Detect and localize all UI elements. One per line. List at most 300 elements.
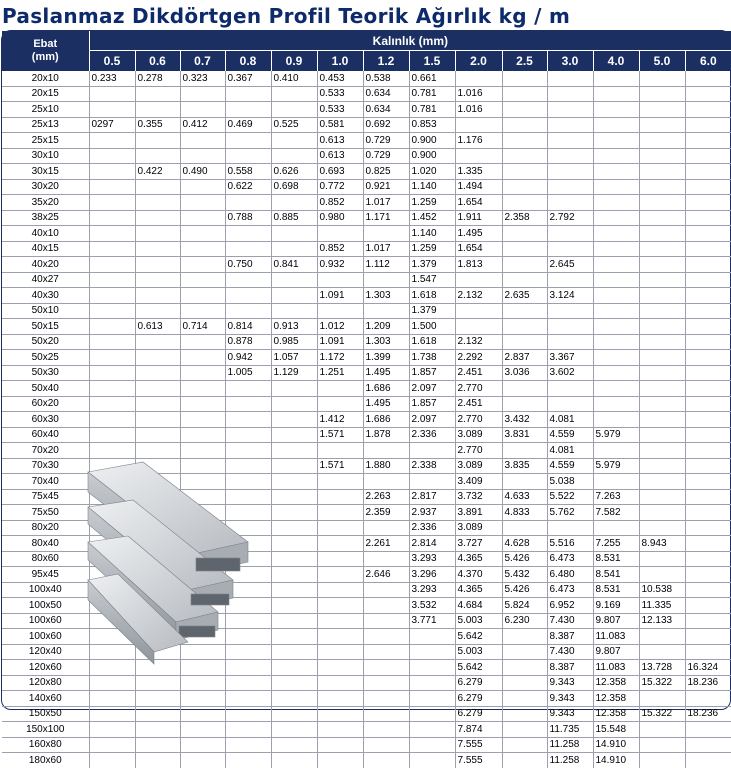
weight-cell (455, 148, 502, 164)
size-cell: 25x13 (2, 117, 89, 133)
table-row (2, 164, 731, 180)
weight-cell: 0.558 (225, 164, 271, 180)
weight-cell (685, 753, 731, 768)
weight-cell (180, 195, 225, 211)
weight-cell (502, 71, 547, 86)
weight-cell: 2.792 (547, 210, 593, 226)
weight-cell (317, 303, 363, 319)
weight-cell: 4.365 (455, 582, 502, 598)
weight-cell (225, 226, 271, 242)
weight-cell (639, 117, 685, 133)
size-cell: 100x40 (2, 582, 89, 598)
weight-cell: 0.533 (317, 102, 363, 118)
weight-cell (180, 365, 225, 381)
weight-cell (685, 334, 731, 350)
weight-cell (409, 660, 455, 676)
weight-cell (317, 381, 363, 397)
weight-cell (271, 412, 317, 428)
weight-cell (180, 412, 225, 428)
weight-cell (685, 582, 731, 598)
weight-cell (593, 381, 639, 397)
weight-cell (547, 148, 593, 164)
weight-cell (89, 86, 135, 102)
weight-cell (502, 195, 547, 211)
weight-cell: 0.852 (317, 195, 363, 211)
weight-cell (89, 257, 135, 273)
weight-cell: 8.531 (593, 582, 639, 598)
weight-cell: 0.772 (317, 179, 363, 195)
weight-cell (271, 443, 317, 459)
weight-cell (225, 396, 271, 412)
weight-cell (271, 505, 317, 521)
weight-cell (271, 536, 317, 552)
weight-cell: 5.038 (547, 474, 593, 490)
weight-cell (89, 133, 135, 149)
weight-cell: 1.500 (409, 319, 455, 335)
weight-cell: 5.003 (455, 613, 502, 629)
weight-cell: 5.979 (593, 427, 639, 443)
weight-cell (180, 722, 225, 738)
table-row (2, 737, 731, 753)
weight-cell (685, 691, 731, 707)
weight-cell (547, 71, 593, 86)
weight-cell (593, 443, 639, 459)
weight-cell: 7.874 (455, 722, 502, 738)
table-row (2, 117, 731, 133)
weight-cell (180, 334, 225, 350)
weight-cell (317, 505, 363, 521)
weight-cell (593, 474, 639, 490)
weight-cell: 1.171 (363, 210, 409, 226)
weight-cell (225, 753, 271, 768)
weight-cell: 0.693 (317, 164, 363, 180)
weight-cell (89, 241, 135, 257)
weight-cell (685, 71, 731, 86)
size-cell: 120x80 (2, 675, 89, 691)
weight-cell (593, 71, 639, 86)
weight-cell (593, 303, 639, 319)
weight-cell (180, 133, 225, 149)
table-row (2, 319, 731, 335)
weight-cell (502, 381, 547, 397)
weight-cell: 1.176 (455, 133, 502, 149)
weight-cell: 0.781 (409, 86, 455, 102)
weight-cell (317, 582, 363, 598)
table-row (2, 226, 731, 242)
weight-cell: 3.293 (409, 551, 455, 567)
weight-cell (271, 474, 317, 490)
weight-cell: 2.646 (363, 567, 409, 583)
weight-cell (89, 722, 135, 738)
weight-cell (135, 241, 180, 257)
weight-cell (89, 102, 135, 118)
weight-cell: 1.303 (363, 334, 409, 350)
weight-cell (180, 272, 225, 288)
weight-cell (89, 691, 135, 707)
weight-cell: 0.942 (225, 350, 271, 366)
weight-cell (180, 226, 225, 242)
weight-cell (685, 102, 731, 118)
weight-cell (639, 443, 685, 459)
weight-cell: 1.412 (317, 412, 363, 428)
thickness-col-header: 5.0 (639, 51, 685, 72)
weight-cell: 9.343 (547, 675, 593, 691)
weight-cell: 2.336 (409, 427, 455, 443)
weight-cell: 8.387 (547, 629, 593, 645)
weight-cell: 0.533 (317, 86, 363, 102)
size-header-unit: (mm) (31, 51, 59, 63)
weight-cell: 5.762 (547, 505, 593, 521)
weight-cell: 7.430 (547, 644, 593, 660)
weight-cell: 6.480 (547, 567, 593, 583)
weight-cell: 5.003 (455, 644, 502, 660)
weight-cell (225, 133, 271, 149)
weight-cell (639, 226, 685, 242)
weight-cell (409, 675, 455, 691)
weight-cell: 1.618 (409, 288, 455, 304)
weight-cell (271, 195, 317, 211)
weight-cell (685, 319, 731, 335)
weight-cell: 2.263 (363, 489, 409, 505)
weight-cell: 0.626 (271, 164, 317, 180)
weight-cell (135, 133, 180, 149)
weight-cell: 12.133 (639, 613, 685, 629)
size-cell: 40x10 (2, 226, 89, 242)
weight-cell (685, 551, 731, 567)
size-column-header (2, 31, 89, 71)
size-cell: 70x40 (2, 474, 89, 490)
weight-cell: 4.365 (455, 551, 502, 567)
weight-cell: 3.835 (502, 458, 547, 474)
size-cell: 75x50 (2, 505, 89, 521)
weight-cell: 9.343 (547, 691, 593, 707)
thickness-col-header: 0.5 (89, 51, 135, 72)
weight-cell: 1.005 (225, 365, 271, 381)
weight-cell (502, 133, 547, 149)
weight-cell (180, 86, 225, 102)
weight-cell (409, 644, 455, 660)
weight-cell (593, 288, 639, 304)
weight-cell: 6.279 (455, 675, 502, 691)
weight-cell (225, 737, 271, 753)
thickness-col-header: 0.8 (225, 51, 271, 72)
size-cell: 40x27 (2, 272, 89, 288)
weight-cell: 4.684 (455, 598, 502, 614)
weight-cell (135, 412, 180, 428)
weight-cell: 4.633 (502, 489, 547, 505)
weight-cell (271, 148, 317, 164)
weight-cell (639, 489, 685, 505)
table-row (2, 71, 731, 86)
weight-cell (225, 241, 271, 257)
weight-cell: 1.571 (317, 427, 363, 443)
weight-cell (685, 272, 731, 288)
thickness-col-header: 0.6 (135, 51, 180, 72)
weight-cell (685, 505, 731, 521)
thickness-header: Kalınlık (mm) (89, 31, 731, 51)
weight-cell (502, 737, 547, 753)
weight-cell (639, 505, 685, 521)
weight-cell: 0.410 (271, 71, 317, 86)
size-cell: 20x10 (2, 71, 89, 86)
weight-cell: 18.236 (685, 706, 731, 722)
weight-cell (639, 195, 685, 211)
weight-cell (271, 551, 317, 567)
weight-cell (547, 319, 593, 335)
weight-cell: 2.645 (547, 257, 593, 273)
weight-cell (593, 334, 639, 350)
weight-cell: 1.654 (455, 241, 502, 257)
weight-cell: 0.714 (180, 319, 225, 335)
weight-cell (317, 737, 363, 753)
table-row (2, 272, 731, 288)
weight-cell (409, 443, 455, 459)
weight-cell: 2.097 (409, 412, 455, 428)
weight-cell: 1.880 (363, 458, 409, 474)
weight-cell: 0.422 (135, 164, 180, 180)
weight-cell (89, 350, 135, 366)
weight-cell: 2.770 (455, 381, 502, 397)
size-cell: 25x10 (2, 102, 89, 118)
size-cell: 60x30 (2, 412, 89, 428)
weight-cell (593, 133, 639, 149)
weight-cell (271, 582, 317, 598)
weight-cell (180, 257, 225, 273)
weight-cell: 3.293 (409, 582, 455, 598)
weight-cell: 1.012 (317, 319, 363, 335)
weight-cell (639, 86, 685, 102)
weight-cell (271, 753, 317, 768)
weight-cell: 5.642 (455, 660, 502, 676)
weight-cell: 3.602 (547, 365, 593, 381)
weight-cell (225, 427, 271, 443)
thickness-col-header: 3.0 (547, 51, 593, 72)
weight-cell (363, 474, 409, 490)
weight-cell (455, 71, 502, 86)
weight-cell: 0.634 (363, 102, 409, 118)
weight-cell (639, 567, 685, 583)
weight-cell (639, 427, 685, 443)
weight-cell (271, 675, 317, 691)
weight-cell (685, 474, 731, 490)
weight-cell (593, 195, 639, 211)
weight-cell: 7.430 (547, 613, 593, 629)
weight-cell: 6.473 (547, 582, 593, 598)
weight-cell (135, 195, 180, 211)
thickness-col-header: 4.0 (593, 51, 639, 72)
weight-cell: 5.432 (502, 567, 547, 583)
weight-cell: 11.258 (547, 753, 593, 768)
weight-cell (180, 443, 225, 459)
weight-cell: 5.516 (547, 536, 593, 552)
size-cell: 100x60 (2, 613, 89, 629)
weight-cell (639, 179, 685, 195)
thickness-values-row (2, 51, 731, 72)
weight-cell (593, 86, 639, 102)
table-row (2, 86, 731, 102)
weight-cell (135, 427, 180, 443)
weight-cell (135, 706, 180, 722)
weight-cell (639, 551, 685, 567)
weight-cell: 0.278 (135, 71, 180, 86)
weight-cell: 15.322 (639, 706, 685, 722)
weight-cell: 0.412 (180, 117, 225, 133)
weight-cell: 2.635 (502, 288, 547, 304)
weight-cell: 4.833 (502, 505, 547, 521)
weight-cell (639, 71, 685, 86)
weight-cell (685, 148, 731, 164)
weight-cell (135, 365, 180, 381)
weight-cell (317, 396, 363, 412)
weight-cell (593, 210, 639, 226)
weight-cell (271, 567, 317, 583)
weight-cell (89, 272, 135, 288)
weight-cell (547, 86, 593, 102)
weight-cell: 1.379 (409, 303, 455, 319)
weight-cell (271, 598, 317, 614)
weight-cell: 0.729 (363, 133, 409, 149)
weight-cell (317, 706, 363, 722)
weight-cell (271, 396, 317, 412)
weight-cell: 11.083 (593, 660, 639, 676)
weight-cell (271, 706, 317, 722)
table-row (2, 381, 731, 397)
size-cell: 150x50 (2, 706, 89, 722)
weight-cell: 8.541 (593, 567, 639, 583)
table-row (2, 102, 731, 118)
table-row (2, 334, 731, 350)
weight-cell (180, 102, 225, 118)
weight-cell (271, 86, 317, 102)
weight-cell (180, 691, 225, 707)
weight-cell: 0.841 (271, 257, 317, 273)
weight-cell (317, 675, 363, 691)
weight-cell (593, 179, 639, 195)
weight-cell (502, 241, 547, 257)
weight-cell (271, 520, 317, 536)
weight-cell (685, 288, 731, 304)
weight-cell: 11.258 (547, 737, 593, 753)
weight-cell: 1.452 (409, 210, 455, 226)
weight-cell: 3.727 (455, 536, 502, 552)
weight-cell (225, 195, 271, 211)
weight-cell: 3.036 (502, 365, 547, 381)
size-cell: 30x10 (2, 148, 89, 164)
weight-cell (685, 195, 731, 211)
weight-cell (593, 319, 639, 335)
weight-cell (89, 427, 135, 443)
weight-cell (502, 117, 547, 133)
weight-cell (135, 102, 180, 118)
weight-cell (502, 148, 547, 164)
size-cell: 100x60 (2, 629, 89, 645)
weight-cell (547, 117, 593, 133)
weight-cell: 1.016 (455, 86, 502, 102)
weight-cell: 0.367 (225, 71, 271, 86)
weight-cell: 1.686 (363, 381, 409, 397)
weight-cell (135, 381, 180, 397)
weight-cell (363, 551, 409, 567)
weight-cell: 1.399 (363, 350, 409, 366)
weight-cell: 0.900 (409, 133, 455, 149)
weight-cell (135, 272, 180, 288)
weight-cell (547, 381, 593, 397)
weight-cell: 0.613 (135, 319, 180, 335)
weight-cell (639, 257, 685, 273)
weight-cell (317, 629, 363, 645)
weight-cell: 1.813 (455, 257, 502, 273)
weight-cell (180, 288, 225, 304)
weight-cell (271, 381, 317, 397)
weight-cell (502, 753, 547, 768)
size-cell: 25x15 (2, 133, 89, 149)
weight-cell: 1.494 (455, 179, 502, 195)
weight-cell: 2.770 (455, 412, 502, 428)
weight-cell (271, 226, 317, 242)
weight-cell (502, 629, 547, 645)
weight-cell: 0.355 (135, 117, 180, 133)
weight-cell (547, 303, 593, 319)
weight-cell: 2.937 (409, 505, 455, 521)
size-cell: 40x30 (2, 288, 89, 304)
weight-cell: 1.495 (455, 226, 502, 242)
weight-cell (89, 148, 135, 164)
weight-cell (363, 582, 409, 598)
size-cell: 120x60 (2, 660, 89, 676)
weight-cell: 12.358 (593, 675, 639, 691)
weight-cell (225, 706, 271, 722)
weight-cell (639, 691, 685, 707)
table-row (2, 257, 731, 273)
weight-cell: 4.628 (502, 536, 547, 552)
weight-cell (502, 319, 547, 335)
weight-cell: 1.251 (317, 365, 363, 381)
weight-cell: 2.814 (409, 536, 455, 552)
weight-cell (409, 737, 455, 753)
weight-cell: 9.807 (593, 644, 639, 660)
weight-cell (135, 210, 180, 226)
weight-cell (639, 102, 685, 118)
size-cell: 70x20 (2, 443, 89, 459)
size-cell: 150x100 (2, 722, 89, 738)
weight-cell (502, 179, 547, 195)
weight-cell (89, 303, 135, 319)
weight-cell (502, 706, 547, 722)
weight-cell: 0.825 (363, 164, 409, 180)
weight-cell: 6.279 (455, 706, 502, 722)
weight-cell (363, 691, 409, 707)
table-row (2, 412, 731, 428)
weight-cell: 5.426 (502, 582, 547, 598)
weight-cell: 15.548 (593, 722, 639, 738)
weight-cell (89, 737, 135, 753)
weight-cell (317, 660, 363, 676)
weight-cell (685, 613, 731, 629)
weight-cell (89, 334, 135, 350)
weight-cell (180, 241, 225, 257)
weight-cell: 3.532 (409, 598, 455, 614)
table-row (2, 303, 731, 319)
weight-cell (363, 226, 409, 242)
weight-cell: 0.814 (225, 319, 271, 335)
weight-cell (685, 133, 731, 149)
weight-cell (685, 381, 731, 397)
weight-cell: 0.913 (271, 319, 317, 335)
weight-cell: 3.831 (502, 427, 547, 443)
weight-cell: 2.132 (455, 334, 502, 350)
table-row (2, 179, 731, 195)
weight-cell (685, 598, 731, 614)
